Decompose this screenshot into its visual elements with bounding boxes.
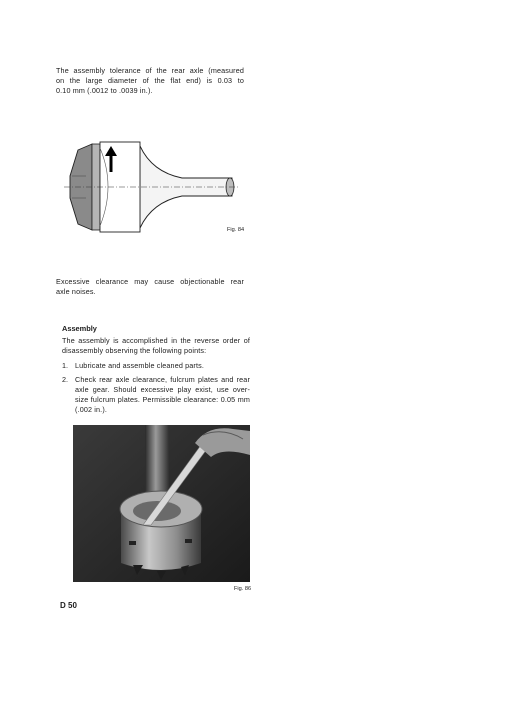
list-item-line: axle gear. Should excessive play exist, use over-: [75, 385, 250, 394]
figure-caption: Fig. 86: [234, 586, 252, 592]
rear-axle-diagram: [56, 136, 246, 240]
list-number: 2.: [62, 375, 68, 384]
list-item-line: Lubricate and assemble cleaned parts.: [75, 361, 205, 370]
list-item-line: Check rear axle clearance, fulcrum plates and rear: [75, 375, 250, 384]
list-number: 1.: [62, 361, 68, 370]
assembly-text-line: disassembly observing the following points:: [62, 346, 207, 355]
feeler-gauge-photo: [73, 425, 250, 582]
list-item-line: size fulcrum plates. Permissible clearance: 0.05 mm: [75, 395, 250, 404]
page-number: D 50: [60, 601, 77, 610]
noise-text-line: Excessive clearance may cause objectionable rear: [56, 277, 244, 286]
noise-text-line: axle noises.: [56, 287, 96, 296]
intro-text-line: on the large diameter of the flat end) is 0.03 to: [56, 76, 244, 85]
list-item-line: (.002 in.).: [75, 405, 108, 414]
section-heading: Assembly: [62, 324, 97, 333]
intro-text-line: The assembly tolerance of the rear axle (measured: [56, 66, 244, 75]
assembly-text-line: The assembly is accomplished in the reverse order of: [62, 336, 250, 345]
figure-caption: Fig. 84: [227, 227, 245, 233]
intro-text-line: 0.10 mm (.0012 to .0039 in.).: [56, 86, 153, 95]
